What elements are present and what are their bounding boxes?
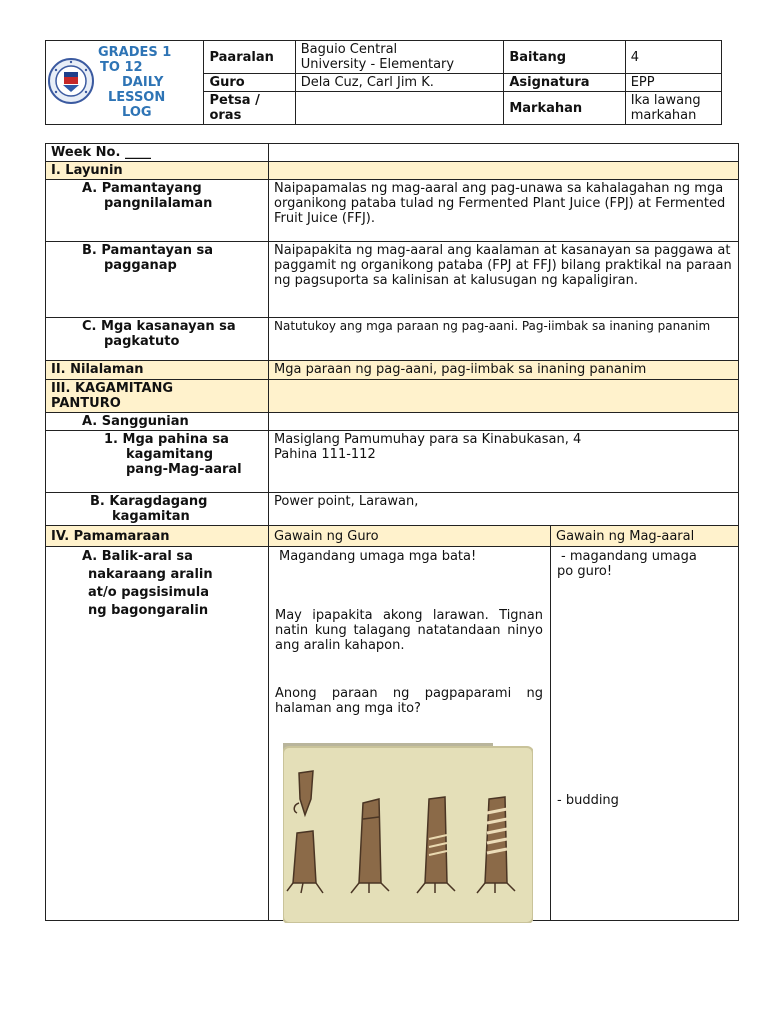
markahan-value-line-2: markahan bbox=[630, 108, 697, 123]
markahan-value-line-1: Ika lawang bbox=[630, 93, 701, 108]
pamantayang-label-line-2: pangnilalaman bbox=[104, 196, 213, 211]
budding-illustration-image bbox=[283, 743, 533, 923]
balik-aral-label bbox=[46, 547, 269, 921]
magaaral-activity-cell bbox=[551, 547, 739, 921]
markahan-label: Markahan bbox=[504, 92, 625, 125]
pahina-value bbox=[269, 431, 739, 493]
guro-tanong-text: Anong paraan ng pagpaparami ng halaman ang mga ito? bbox=[275, 686, 543, 716]
sanggunian-value bbox=[269, 413, 739, 431]
guro-greeting: Magandang umaga mga bata! bbox=[279, 549, 477, 564]
kasanayan-label-line-2: pagkatuto bbox=[104, 334, 180, 349]
gawain-magaaral-header: Gawain ng Mag-aaral bbox=[551, 526, 739, 547]
balik-aral-label-line-4: ng bagongaralin bbox=[88, 603, 209, 618]
layunin-value bbox=[269, 162, 739, 180]
header-table bbox=[45, 40, 722, 125]
pahina-label-line-3: pang-Mag-aaral bbox=[126, 462, 242, 477]
karagdagang-label bbox=[46, 493, 269, 526]
kasanayan-label bbox=[46, 318, 269, 361]
paaralan-value-line-1: Baguio Central bbox=[300, 42, 398, 57]
kagamitan-value bbox=[269, 380, 739, 413]
guro-activity-cell bbox=[269, 547, 551, 921]
karagdagang-label-line-1: B. Karagdagang bbox=[90, 494, 208, 509]
sanggunian-label: A. Sanggunian bbox=[46, 413, 269, 431]
magaaral-budding-answer: - budding bbox=[557, 793, 619, 808]
kasanayan-label-line-1: C. Mga kasanayan sa bbox=[82, 319, 236, 334]
baitang-value: 4 bbox=[625, 41, 721, 74]
kasanayan-value: Natutukoy ang mga paraan ng pag-aani. Pag-iimbak sa inaning pananim bbox=[269, 318, 739, 361]
magaaral-greeting-line-2: po guro! bbox=[557, 564, 613, 579]
pamantayang-label-line-1: A. Pamantayang bbox=[82, 181, 202, 196]
baitang-label: Baitang bbox=[504, 41, 625, 74]
pagganap-value: Naipapakita ng mag-aaral ang kaalaman at kasanayan sa paggawa at paggamit ng organikong pataba (FPJ at FFJ) bilang praktikal na paraan ng pagsuporta sa kalinisan at kalusugan ng kapaligiran. bbox=[269, 242, 739, 318]
petsa-value bbox=[295, 92, 504, 125]
paaralan-value bbox=[295, 41, 504, 74]
guro-value: Dela Cuz, Carl Jim K. bbox=[295, 74, 504, 92]
guro-larawan-text: May ipapakita akong larawan. Tignan natin kung talagang natatandaan ninyo ang aralin kahapon. bbox=[275, 608, 543, 653]
balik-aral-label-line-1: A. Balik-aral sa bbox=[82, 549, 193, 564]
karagdagang-label-line-2: kagamitan bbox=[112, 509, 190, 524]
nilalaman-label: II. Nilalaman bbox=[46, 361, 269, 380]
logo-title-cell bbox=[46, 41, 204, 125]
asignatura-value: EPP bbox=[625, 74, 721, 92]
layunin-label: I. Layunin bbox=[46, 162, 269, 180]
grades-title-4: LESSON bbox=[108, 89, 166, 105]
kagamitan-label-line-2: PANTURO bbox=[51, 396, 121, 411]
pahina-value-line-2: Pahina 111-112 bbox=[274, 447, 376, 462]
grades-title-5: LOG bbox=[122, 104, 152, 120]
grades-title-1: GRADES 1 bbox=[98, 44, 172, 60]
pagganap-label bbox=[46, 242, 269, 318]
week-value bbox=[269, 144, 739, 162]
pamantayang-value: Naipapamalas ng mag-aaral ang pag-unawa sa kahalagahan ng mga organikong pataba tulad ng Fermented Plant Juice (FPJ) at Fermented Fruit Juice (FFJ). bbox=[269, 180, 739, 242]
pahina-label-line-2: kagamitang bbox=[126, 447, 214, 462]
balik-aral-label-line-3: at/o pagsisimula bbox=[88, 585, 209, 600]
paaralan-value-line-2: University - Elementary bbox=[300, 57, 455, 72]
pahina-label-line-1: 1. Mga pahina sa bbox=[104, 432, 229, 447]
petsa-label-line-2: oras bbox=[209, 108, 242, 123]
petsa-label-line-1: Petsa / bbox=[209, 93, 260, 108]
magaaral-greeting-line-1: - magandang umaga bbox=[561, 549, 697, 564]
guro-label: Guro bbox=[204, 74, 295, 92]
balik-aral-label-line-2: nakaraang aralin bbox=[88, 567, 213, 582]
week-label: Week No. ____ bbox=[46, 144, 269, 162]
pahina-label bbox=[46, 431, 269, 493]
grades-title-2: TO 12 bbox=[100, 59, 143, 75]
kagamitan-label-line-1: III. KAGAMITANG bbox=[51, 381, 174, 396]
pahina-value-line-1: Masiglang Pamumuhay para sa Kinabukasan, 4 bbox=[274, 432, 582, 447]
nilalaman-value: Mga paraan ng pag-aani, pag-iimbak sa inaning pananim bbox=[269, 361, 739, 380]
asignatura-label: Asignatura bbox=[504, 74, 625, 92]
deped-seal-icon bbox=[48, 58, 94, 104]
gawain-guro-header: Gawain ng Guro bbox=[269, 526, 551, 547]
pagganap-label-line-1: B. Pamantayan sa bbox=[82, 243, 214, 258]
grades-title-3: DAILY bbox=[122, 74, 164, 90]
markahan-value bbox=[625, 92, 721, 125]
paaralan-label: Paaralan bbox=[204, 41, 295, 74]
pagganap-label-line-2: pagganap bbox=[104, 258, 177, 273]
petsa-label bbox=[204, 92, 295, 125]
karagdagang-value: Power point, Larawan, bbox=[269, 493, 739, 526]
lesson-table bbox=[45, 143, 739, 921]
pamantayang-label bbox=[46, 180, 269, 242]
pamamaraan-label: IV. Pamamaraan bbox=[46, 526, 269, 547]
kagamitan-label bbox=[46, 380, 269, 413]
